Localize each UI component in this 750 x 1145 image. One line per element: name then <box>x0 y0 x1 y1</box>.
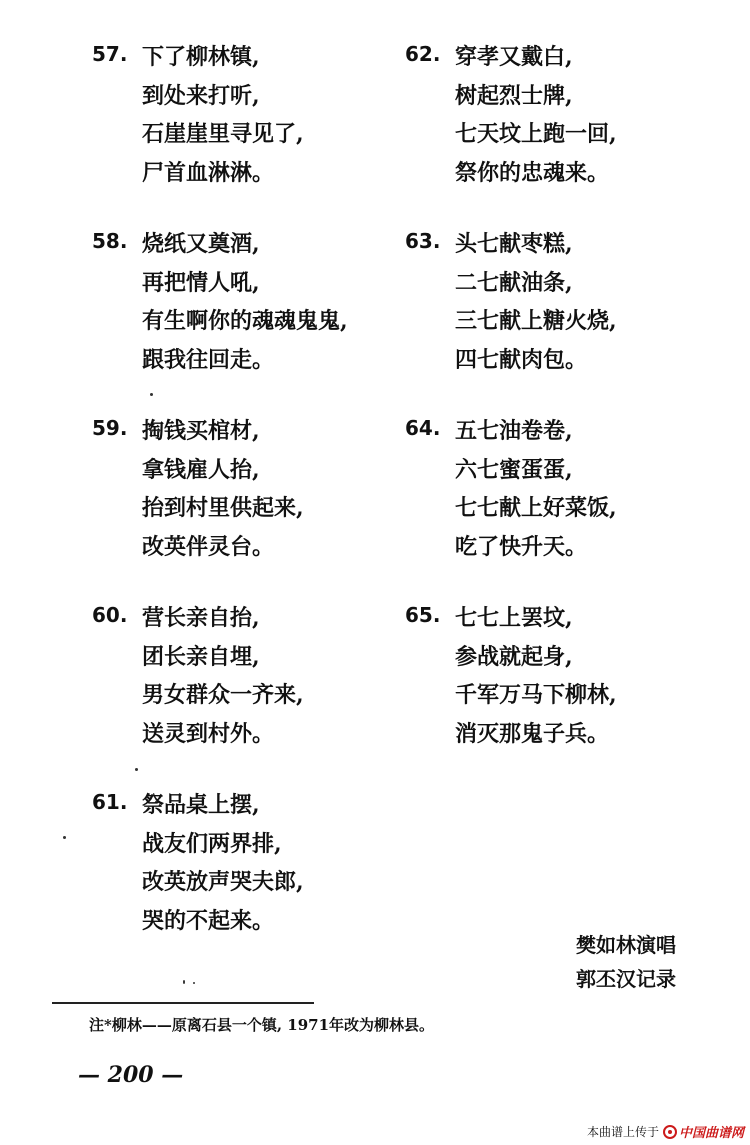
watermark-brand: 中国曲谱网 <box>678 1126 744 1141</box>
recorder-credit: 郭丕汉记录 <box>576 967 676 991</box>
verse-line: 拿钱雇人抬, <box>142 456 260 483</box>
verse-line: 祭你的忠魂来。 <box>455 159 610 186</box>
verse-line: 四七献肉包。 <box>455 346 588 373</box>
verse-line: 五七油卷卷, <box>455 418 573 444</box>
verse-line: 七七上罢坟, <box>455 605 573 631</box>
stanza-64 <box>405 412 725 599</box>
stanza-number: 60. <box>92 603 128 627</box>
verse-line: 三七献上糖火烧, <box>455 308 617 334</box>
scan-speck <box>183 980 185 984</box>
verse-line: 二七献油条, <box>455 269 573 296</box>
verse-line: 战友们两界排, <box>142 830 282 857</box>
verse-line: 消灭那鬼子兵。 <box>455 720 610 747</box>
verse-line: 到处来打听, <box>142 82 260 109</box>
stanza-62 <box>405 38 725 225</box>
stanza-number: 62. <box>405 42 441 66</box>
verse-line: 树起烈士牌, <box>455 82 573 109</box>
scan-speck <box>63 836 66 839</box>
verse-line: 哭的不起来。 <box>142 907 275 934</box>
verse-line: 团长亲自埋, <box>142 643 260 670</box>
verse-line: 烧纸又奠酒, <box>142 231 260 257</box>
verse-line: 祭品桌上摆, <box>142 792 260 818</box>
verse-line: 有生啊你的魂魂鬼鬼, <box>142 308 348 334</box>
stanza-number: 61. <box>92 790 128 814</box>
scan-speck <box>135 768 138 771</box>
verse-line: 千军万马下柳林, <box>455 682 617 708</box>
verse-line: 改英伴灵台。 <box>142 533 275 560</box>
verse-line: 七七献上好菜饭, <box>455 495 617 521</box>
verse-line: 吃了快升天。 <box>455 533 588 560</box>
footnote: 注*柳林——原离石县一个镇, 1971年改为柳林县。 <box>89 1016 435 1034</box>
scan-speck <box>193 982 195 984</box>
verse-line: 送灵到村外。 <box>142 720 275 747</box>
verse-line: 改英放声哭夫郎, <box>142 869 304 895</box>
verse-line: 营长亲自抬, <box>142 605 260 631</box>
stanza-number: 64. <box>405 416 441 440</box>
stanza-number: 57. <box>92 42 128 66</box>
stanza-65 <box>405 599 725 786</box>
verse-line: 抬到村里供起来, <box>142 495 304 521</box>
verse-line: 参战就起身, <box>455 643 573 670</box>
stanza-number: 58. <box>92 229 128 253</box>
stanza-61 <box>92 786 412 973</box>
verse-line: 头七献枣糕, <box>455 231 573 257</box>
footnote-divider <box>52 1002 314 1004</box>
singer-credit: 樊如林演唱 <box>576 933 676 957</box>
stanza-58 <box>92 225 412 412</box>
verse-line: 男女群众一齐来, <box>142 682 304 708</box>
verse-line: 石崖崖里寻见了, <box>142 121 304 147</box>
watermark-text: 本曲谱上传于 <box>586 1125 659 1139</box>
stanza-60 <box>92 599 412 786</box>
verse-line: 跟我往回走。 <box>142 346 275 373</box>
left-column <box>92 38 412 973</box>
stanza-number: 59. <box>92 416 128 440</box>
stanza-63 <box>405 225 725 412</box>
site-logo-icon <box>663 1125 679 1139</box>
verse-line: 尸首血淋淋。 <box>142 159 275 186</box>
scan-speck <box>150 393 153 396</box>
verse-line: 再把情人吼, <box>142 269 260 296</box>
stanza-number: 65. <box>405 603 441 627</box>
watermark[interactable] <box>587 1122 744 1141</box>
page-number: — 200 — <box>78 1062 184 1088</box>
verse-line: 下了柳林镇, <box>142 44 260 70</box>
verse-line: 七天坟上跑一回, <box>455 121 617 147</box>
verse-line: 穿孝又戴白, <box>455 44 573 70</box>
verse-line: 掏钱买棺材, <box>142 418 260 444</box>
stanza-57 <box>92 38 412 225</box>
verse-line: 六七蜜蛋蛋, <box>455 456 573 483</box>
stanza-number: 63. <box>405 229 441 253</box>
right-column <box>405 38 725 786</box>
credits <box>576 928 726 996</box>
stanza-59 <box>92 412 412 599</box>
